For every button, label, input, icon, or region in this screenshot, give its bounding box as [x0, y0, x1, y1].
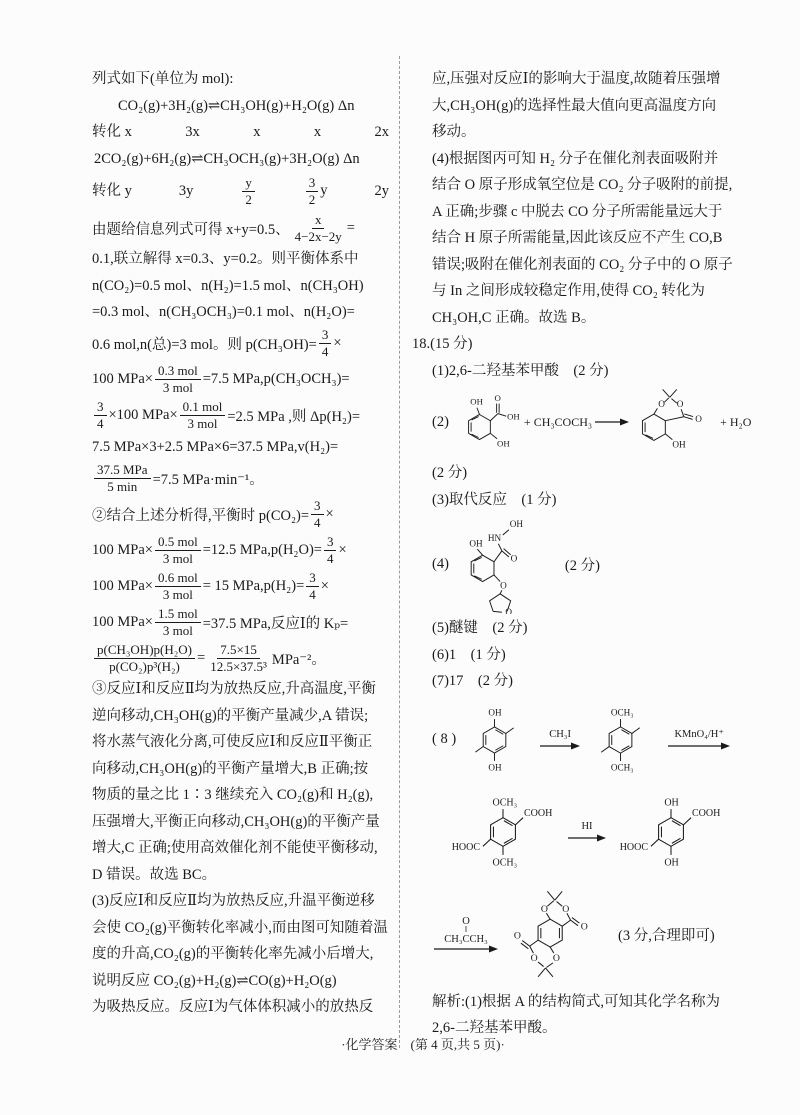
text-line: (4)根据图丙可知 H₂ 分子在催化剂表面吸附并: [432, 150, 719, 167]
text-segment: 3y: [178, 182, 194, 199]
text-line: 会使 CO₂(g)平衡转化率减小,而由图可知随着温: [92, 919, 388, 936]
structure-block-q18-4: [432, 513, 738, 615]
text-segment: 100 MPa×: [92, 577, 153, 594]
text-line: D 错误。故选 BC。: [92, 866, 217, 883]
text-line: 压强增大,平衡正向移动,CH₃OH(g)的平衡产量: [92, 813, 380, 830]
fraction: $\frac{3}{4}$: [94, 399, 107, 431]
fraction: $\frac{\text{0.3 mol}}{\text{3 mol}}$: [155, 363, 201, 395]
ring-o-label: O: [530, 952, 538, 964]
column-cell: [179, 178, 194, 205]
text-segment: =7.5 MPa,p(CH₃OCH₃)=: [202, 371, 350, 387]
oh-label: OH: [664, 856, 679, 868]
scheme-label: (4): [432, 555, 449, 572]
structure-hydroxamic-acid: [451, 514, 551, 614]
text-segment: 2y: [374, 182, 389, 199]
text-segment: =7.5 MPa·min⁻¹。: [152, 471, 264, 488]
fraction: $\frac{x}{4-2x-2y}$: [294, 211, 342, 244]
reaction-scheme-q18-8-row3: [432, 881, 738, 989]
structure-dihydroxy-diacid: [608, 786, 734, 878]
text-segment: ×: [320, 577, 329, 594]
text-line: [92, 568, 395, 604]
text-line: 与 In 之间形成较稳定作用,使得 CO₂ 转化为: [432, 283, 705, 299]
text-segment: x: [253, 124, 261, 140]
water-product: + H₂O: [720, 414, 752, 429]
reaction-scheme-q18-2: [432, 384, 752, 460]
oh-label: OH: [672, 439, 686, 450]
fraction: $\frac{3}{4}$: [324, 534, 337, 566]
text-segment: 100 MPa×: [92, 541, 153, 558]
text-line: 逆向移动,CH₃OH(g)的平衡产量减少,A 错误;: [92, 707, 369, 724]
text-line: [92, 119, 395, 146]
text-segment: =: [346, 219, 355, 236]
text-segment: 3x: [185, 124, 200, 140]
text-segment: 100 MPa×: [92, 371, 153, 387]
column-cell: [375, 119, 390, 146]
column-cell: [304, 175, 328, 207]
text-line: n(CO₂)=0.5 mol、n(H₂)=1.5 mol、n(CH₃OH): [92, 277, 364, 294]
fraction: $\frac{\text{1.5 mol}}{\text{3 mol}}$: [155, 606, 201, 638]
fraction: $\frac{y}{2}$: [242, 175, 255, 207]
text-line: 18.(15 分): [412, 336, 473, 352]
text-line: (5)醚键 (2 分): [432, 620, 528, 636]
text-line: [92, 532, 395, 568]
fraction: $\frac{3}{4}$: [306, 570, 319, 602]
scheme-label: ( 8 ): [432, 731, 457, 747]
score-label: (3 分,合理即可): [618, 928, 715, 944]
text-segment: ×: [325, 505, 334, 522]
fraction: $\frac{3}{4}$: [319, 327, 332, 359]
och3-label: OCH₃: [611, 762, 634, 773]
text-line: [92, 172, 395, 210]
text-line: [92, 604, 395, 640]
structure-dioxinone-product: [631, 385, 719, 459]
fraction: $\frac{\text{0.5 mol}}{\text{3 mol}}$: [155, 534, 201, 566]
text-segment: 转化 y: [92, 182, 132, 199]
text-line: [92, 398, 395, 434]
text-segment: 2x: [374, 124, 389, 140]
acetone-reagent: O ‖ CH₃CCH₃: [444, 916, 488, 945]
text-line: 说明反应 CO₂(g)+H₂(g)⇌CO(g)+H₂O(g): [92, 972, 337, 989]
text-line: (3)反应Ⅰ和反应Ⅱ均为放热反应,升温平衡逆移: [92, 893, 375, 909]
o-label: O: [494, 393, 501, 404]
oh-label: OH: [507, 411, 520, 422]
text-segment: ×: [333, 335, 342, 351]
oh-label: OH: [509, 519, 523, 530]
hn-label: HN: [487, 533, 502, 544]
carbonyl-o-label: O: [695, 414, 702, 424]
reaction-arrow-oxidation: KMnO₄/H⁺: [668, 729, 730, 750]
text-segment: 由题给信息列式可得 x+y=0.5、: [92, 221, 290, 238]
text-line: 错误;吸附在催化剂表面的 CO₂ 分子中的 O 原子: [432, 256, 733, 273]
fraction: $\frac{7.5\times 15}{\text{12.5×37.5³}}$: [210, 641, 267, 674]
text-line: CH₃OH,C 正确。故选 B。: [432, 309, 596, 326]
column-cell: [240, 175, 257, 207]
ether-o-label: O: [500, 580, 507, 591]
right-column-text: [412, 615, 738, 695]
text-line: 列式如下(单位为 mol):: [92, 71, 234, 87]
ring-o-label: O: [658, 399, 666, 410]
fraction: $\frac{\text{0.1 mol}}{\text{3 mol}}$: [180, 399, 226, 431]
reaction-arrow-demethylation: HI: [568, 821, 606, 842]
fraction: $\frac{\text{0.6 mol}}{\text{3 mol}}$: [155, 570, 201, 602]
reaction-arrow-acetonide: [434, 916, 498, 952]
text-segment: ②结合上述分析得,平衡时 p(CO₂)=: [92, 507, 310, 524]
text-line: 为吸热反应。反应Ⅰ为气体体积减小的放热反: [92, 999, 374, 1015]
text-line: 0.1,联立解得 x=0.3、y=0.2。则平衡体系中: [92, 251, 359, 267]
oh-label: OH: [469, 538, 483, 549]
text-line: 结合 H 原子所需能量,因此该反应不产生 CO,B: [432, 230, 723, 246]
ring-o-label: O: [540, 903, 548, 915]
text-line: A 正确;步骤 c 中脱去 CO 分子所需能量远大于: [432, 203, 723, 220]
fraction: $\frac{3}{4}$: [311, 498, 324, 530]
structure-dimethoxy-diacid: [440, 786, 566, 878]
text-line: [92, 362, 395, 398]
ring-o-label: O: [562, 903, 570, 915]
left-column: [92, 66, 395, 1021]
text-segment: 转化 x: [92, 124, 132, 140]
column-divider: [399, 56, 400, 1048]
text-segment: = 15 MPa,p(H₂)=: [202, 577, 305, 594]
text-segment: =: [197, 649, 206, 666]
reaction-scheme-q18-8-row1: [432, 697, 738, 783]
oh-label: OH: [470, 396, 483, 407]
text-line: ③反应Ⅰ和反应Ⅱ均为放热反应,升高温度,平衡: [92, 681, 376, 697]
text-line: 应,压强对反应Ⅰ的影响大于温度,故随着压强增: [432, 71, 721, 87]
och3-label: OCH₃: [492, 856, 518, 868]
text-line: 解析:(1)根据 A 的结构简式,可知其化学名称为: [432, 993, 720, 1010]
och3-label: OCH₃: [492, 796, 518, 808]
text-line: (1)2,6-二羟基苯甲酸 (2 分): [432, 362, 609, 379]
column-cell: [92, 178, 132, 205]
column-cell: [185, 119, 200, 146]
fraction: $\frac{3}{2}$: [306, 175, 319, 207]
oh-label: OH: [496, 438, 510, 449]
text-line: (6)1 (1 分): [432, 646, 506, 663]
text-segment: y: [320, 182, 328, 199]
text-line: 7.5 MPa×3+2.5 MPa×6=37.5 MPa,v(H₂)=: [92, 438, 339, 455]
text-line: (7)17 (2 分): [432, 673, 513, 689]
reaction-arrow-methylation: CH₃I: [540, 729, 580, 750]
text-segment: x: [313, 124, 322, 140]
text-line: CO₂(g)+3H₂(g)⇌CH₃OH(g)+H₂O(g) Δn: [118, 97, 355, 114]
column-cell: [375, 178, 390, 205]
text-line: 移动。: [432, 124, 476, 140]
text-segment: =2.5 MPa ,则 Δp(H₂)=: [227, 409, 360, 425]
thf-o-label: O: [505, 606, 512, 614]
hooc-label: HOOC: [451, 841, 481, 853]
structure-dimethoxy-xylene: [582, 698, 666, 782]
fraction: $\frac{\text{p(CH₃OH)p(H₂O)}}{\text{p(CO₂)p³(H₂)}}$: [94, 642, 195, 674]
ring-o-label: O: [552, 952, 560, 964]
text-line: [92, 460, 395, 496]
column-cell: [253, 119, 260, 146]
text-segment: ×: [338, 541, 347, 558]
text-line: [92, 640, 395, 676]
cooh-label: COOH: [692, 807, 721, 819]
carbonyl-o-label: O: [513, 930, 521, 942]
text-line: 增大,C 正确;使用高效催化剂不能使平衡移动,: [92, 840, 378, 856]
text-line: 度的升高,CO₂(g)的平衡转化率先减小后增大,: [92, 946, 374, 962]
text-line: [92, 326, 395, 362]
text-segment: MPa⁻²。: [271, 651, 326, 668]
text-line: 2,6-二羟基苯甲酸。: [432, 1020, 557, 1036]
cooh-label: COOH: [524, 807, 553, 819]
text-line: (2 分): [432, 465, 468, 481]
och3-label: OCH₃: [611, 707, 634, 717]
page-footer: ·化学答案 (第 4 页,共 5 页)·: [341, 1037, 505, 1052]
acetone-reactant: + CH₃COCH₃: [523, 414, 593, 429]
text-line: 大,CH₃OH(g)的选择性最大值向更高温度方向: [432, 97, 717, 114]
text-line: 2CO₂(g)+6H₂(g)⇌CH₃OCH₃(g)+3H₂O(g) Δn: [94, 150, 360, 167]
right-column-text: [412, 66, 738, 384]
o-label: O: [510, 553, 518, 564]
structure-dihydroxybenzoic-acid: [451, 387, 523, 457]
oh-label: OH: [664, 796, 679, 808]
fraction: $\frac{\text{37.5 MPa}}{5 \min}$: [94, 462, 151, 494]
text-line: 物质的量之比 1∶3 继续充入 CO₂(g)和 H₂(g),: [92, 787, 374, 803]
oh-label: OH: [488, 761, 502, 772]
right-column-text: [412, 460, 738, 513]
reaction-scheme-q18-8-row2: [432, 783, 738, 881]
score-label: (2 分): [564, 557, 600, 574]
text-line: [92, 496, 395, 532]
text-segment: 0.6 mol,n(总)=3 mol。则 p(CH₃OH)=: [92, 337, 317, 353]
text-segment: 100 MPa×: [92, 613, 153, 630]
carbonyl-o-label: O: [580, 920, 588, 932]
column-cell: [314, 119, 321, 146]
text-line: 结合 O 原子形成氧空位是 CO₂ 分子吸附的前提,: [432, 177, 733, 193]
text-segment: =37.5 MPa,反应Ⅰ的 Kₚ=: [202, 615, 349, 632]
scheme-label: (2): [432, 413, 449, 430]
text-segment: ×100 MPa×: [108, 407, 178, 423]
hooc-label: HOOC: [619, 841, 649, 853]
text-line: 向移动,CH₃OH(g)的平衡产量增大,B 正确;按: [92, 760, 369, 777]
ring-o-label: O: [676, 399, 684, 410]
text-line: (3)取代反应 (1 分): [432, 491, 557, 508]
text-line: [92, 210, 395, 246]
structure-bis-acetonide-product: [500, 883, 604, 987]
structure-dimethylhydroquinone: [458, 698, 538, 782]
column-cell: [92, 119, 132, 146]
reaction-arrow: [595, 418, 629, 426]
text-line: 将水蒸气液化分离,可使反应Ⅰ和反应Ⅱ平衡正: [92, 734, 373, 750]
oh-label: OH: [488, 707, 502, 718]
text-line: =0.3 mol、n(CH₃OCH₃)=0.1 mol、n(H₂O)=: [92, 304, 355, 320]
text-segment: =12.5 MPa,p(H₂O)=: [202, 541, 322, 558]
right-column: [412, 66, 752, 1042]
